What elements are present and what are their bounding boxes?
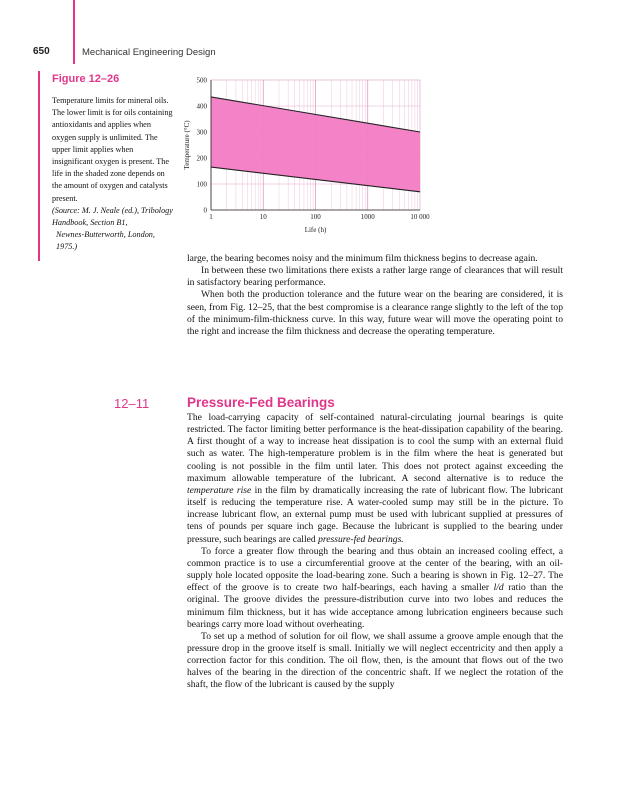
figure-caption (52, 95, 174, 254)
caption-text: Temperature limits for mineral oils. The lower limit is for oils containing antioxidants and applies when oxygen supply is unlimited. The upper limit applies when insignificant oxygen is present. The life in the shaded zone depends on the amount of oxygen and catalysts present. (52, 96, 173, 203)
emphasis: pressure-fed bearings. (318, 533, 404, 545)
x-tick-label: 10 (259, 213, 267, 221)
paragraph: In between these two limitations there exists a rather large range of clearances that will result in satisfactory bearing performance. (187, 265, 563, 289)
y-tick-label: 100 (196, 180, 207, 189)
y-tick-label: 0 (203, 206, 207, 215)
paragraph (187, 546, 563, 631)
y-axis-label: Temperature (°C) (183, 120, 191, 170)
y-tick-label: 500 (196, 76, 207, 85)
x-tick-label: 10 000 (410, 213, 430, 221)
x-tick-label: 1000 (360, 213, 375, 221)
text-run: To force a greater flow through the bearing and thus obtain an increased cooling effect, a common practice is to use a circumferential groove at the center of the bearing, with an oil-supply hole located opposite the load-bearing zone. Such a bearing is shown in Fig. 12–27. The effect of the groove is to create two half-bearings, each having a smaller (187, 545, 563, 594)
paragraph: When both the production tolerance and the future wear on the bearing are considered, it is seen, from Fig. 12–25, that the best compromise is a clearance range slightly to the left of the top of the minimum-film-thickness curve. In this way, future wear will move the operating point to the right and increase the film thickness and decrease the operating temperature. (187, 289, 563, 337)
text-run: The load-carrying capacity of self-contained natural-circulating journal bearings is quite restricted. The factor limiting better performance is the heat-dissipation capability of the bearing. A first thought of a way to increase heat dissipation is to cool the sump with an external fluid such as water. The high-temperature problem is in the film where the heat is generated but cooling is not possible in the film until later. This does not protect against exceeding the maximum allowable temperature of the lubricant. A second alternative is to reduce the (187, 412, 563, 484)
section-body (187, 412, 563, 692)
running-head: Mechanical Engineering Design (82, 47, 216, 58)
caption-rule (38, 71, 40, 261)
text-run: ratio than the original. The groove divides the pressure-distribution curve into two lobes and reduces the minimum film thickness, but it has wide acceptance among lubrication engineers because such bearings carry more load without overheating. (187, 582, 563, 630)
math-ratio: l/d (493, 582, 504, 594)
section-number: 12–11 (114, 396, 150, 411)
x-tick-label: 1 (209, 213, 213, 221)
paragraph: large, the bearing becomes noisy and the minimum film thickness begins to decrease again. (187, 253, 538, 264)
y-tick-label: 400 (196, 102, 207, 111)
y-tick-label: 200 (196, 154, 207, 163)
section-title: Pressure-Fed Bearings (187, 395, 335, 410)
caption-source-1: (Source: M. J. Neale (ed.), Tribology Handbook, Section B1, (52, 205, 173, 228)
body-text-before (187, 253, 563, 338)
paragraph (187, 412, 563, 546)
y-tick-label: 300 (196, 128, 207, 137)
emphasis: temperature rise (187, 484, 252, 496)
caption-source-2: Newnes-Butterworth, London, 1975.) (56, 230, 155, 252)
page-number: 650 (33, 46, 50, 57)
paragraph: To set up a method of solution for oil flow, we shall assume a groove ample enough that the pressure drop in the groove itself is small. Initially we will neglect eccentricity and then apply a correction factor for this condition. The oil flow, then, is the amount that flows out of the two halves of the bearing in the direction of the concentric shaft. If we neglect the rotation of the shaft, the flow of the lubricant is caused by the supply (187, 630, 563, 691)
temperature-life-chart (178, 68, 438, 238)
text-run: in the film by dramatically increasing the rate of lubricant flow. The lubricant itself is reducing the temperature rise. A water-cooled sump may still be in the picture. To increase lubricant flow, an external pump must be used with lubricant supplied at pressures of tens of pounds per square inch gage. Because the lubricant is supplied to the bearing under pressure, such bearings are called (187, 484, 563, 545)
x-axis-label: Life (h) (304, 226, 327, 234)
x-tick-label: 100 (310, 213, 321, 221)
figure-title: Figure 12–26 (52, 73, 120, 85)
header-rule (73, 0, 75, 64)
